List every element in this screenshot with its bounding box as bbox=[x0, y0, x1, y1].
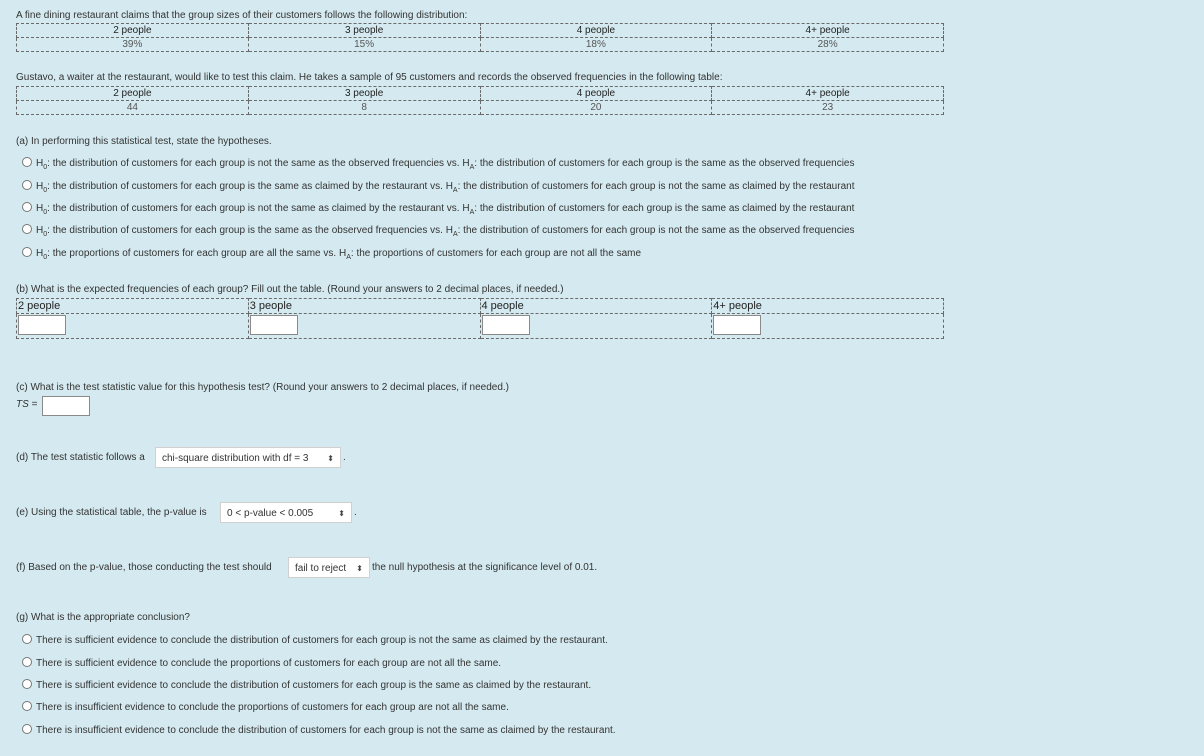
question-e-prompt: (e) Using the statistical table, the p-value is bbox=[16, 507, 207, 518]
h0-text: the proportions of customers for each group are all the same vs. bbox=[52, 248, 337, 259]
expected-header: 3 people bbox=[248, 299, 480, 314]
h0-text: the distribution of customers for each group is the same as the observed frequencies vs. bbox=[52, 225, 443, 236]
expected-4-people-input[interactable] bbox=[482, 315, 530, 335]
ha-text: the distribution of customers for each group is the same as the observed frequencies bbox=[479, 158, 855, 169]
conclusion-text: There is insufficient evidence to conclude the distribution of customers for each group is not the same as claimed by the restaurant. bbox=[36, 725, 616, 736]
hypothesis-option[interactable]: $H_0$: the distribution of customers for each group is the same as the observed frequencies vs. $H_A$: the distribution of customers for each group is not the same as the observed frequencies bbox=[22, 224, 855, 238]
question-g-prompt: (g) What is the appropriate conclusion? bbox=[16, 612, 190, 623]
radio-button[interactable] bbox=[22, 657, 32, 667]
question-a-prompt: (a) In performing this statistical test, state the hypotheses. bbox=[16, 136, 272, 147]
radio-button[interactable] bbox=[22, 634, 32, 644]
claimed-header: 3 people bbox=[248, 24, 480, 38]
distribution-select[interactable] bbox=[155, 447, 341, 468]
radio-button[interactable] bbox=[22, 180, 32, 190]
conclusion-option[interactable] bbox=[22, 679, 591, 691]
question-d-period: . bbox=[343, 452, 346, 463]
pvalue-select[interactable] bbox=[220, 502, 352, 523]
observed-value: 44 bbox=[17, 101, 249, 115]
ha-text: the distribution of customers for each group is not the same as the observed frequencies bbox=[463, 225, 855, 236]
ha-text: the proportions of customers for each group are not all the same bbox=[356, 248, 642, 259]
claimed-distribution-table bbox=[16, 23, 944, 52]
ha-text: the distribution of customers for each group is not the same as claimed by the restaurant bbox=[463, 181, 855, 192]
claimed-value: 18% bbox=[480, 38, 712, 52]
question-f-prompt: (f) Based on the p-value, those conducting the test should bbox=[16, 562, 272, 573]
radio-button[interactable] bbox=[22, 157, 32, 167]
radio-button[interactable] bbox=[22, 247, 32, 257]
claimed-value: 39% bbox=[17, 38, 249, 52]
observed-value: 8 bbox=[248, 101, 480, 115]
conclusion-option[interactable] bbox=[22, 657, 501, 669]
expected-header: 2 people bbox=[17, 299, 249, 314]
decision-select-value: fail to reject bbox=[295, 563, 347, 574]
observed-header: 2 people bbox=[17, 87, 249, 101]
radio-button[interactable] bbox=[22, 679, 32, 689]
radio-button[interactable] bbox=[22, 202, 32, 212]
claimed-header: 4+ people bbox=[712, 24, 944, 38]
observed-header: 4+ people bbox=[712, 87, 944, 101]
conclusion-text: There is sufficient evidence to conclude the proportions of customers for each group are not all the same. bbox=[36, 658, 502, 669]
hypothesis-option[interactable]: $H_0$: the distribution of customers for each group is not the same as claimed by the restaurant vs. $H_A$: the distribution of customers for each group is the same as claimed by the restaurant bbox=[22, 202, 854, 216]
chevron-updown-icon: ⬍ bbox=[327, 454, 334, 463]
claimed-value: 28% bbox=[712, 38, 944, 52]
conclusion-option[interactable] bbox=[22, 634, 608, 646]
hypothesis-option[interactable]: $H_0$: the proportions of customers for each group are all the same vs. $H_A$: the proportions of customers for each group are not all the same bbox=[22, 247, 641, 261]
observed-frequencies-table bbox=[16, 86, 944, 115]
intro-text: A fine dining restaurant claims that the group sizes of their customers follows the following distribution: bbox=[16, 10, 468, 21]
hypothesis-option[interactable]: $H_0$: the distribution of customers for each group is the same as claimed by the restaurant vs. $H_A$: the distribution of customers for each group is not the same as claimed by the restaurant bbox=[22, 180, 854, 194]
distribution-select-value: chi-square distribution with df = 3 bbox=[162, 453, 309, 464]
question-c-prompt: (c) What is the test statistic value for this hypothesis test? (Round your answers to 2 decimal places, if needed.) bbox=[16, 382, 510, 393]
chevron-updown-icon: ⬍ bbox=[356, 564, 363, 573]
observed-value: 20 bbox=[480, 101, 712, 115]
chevron-updown-icon: ⬍ bbox=[338, 509, 345, 518]
conclusion-text: There is sufficient evidence to conclude the distribution of customers for each group is not the same as claimed by the restaurant. bbox=[36, 635, 608, 646]
radio-button[interactable] bbox=[22, 701, 32, 711]
observed-header: 4 people bbox=[480, 87, 712, 101]
conclusion-option[interactable] bbox=[22, 701, 509, 713]
conclusion-text: There is insufficient evidence to conclude the proportions of customers for each group are not all the same. bbox=[36, 702, 509, 713]
h0-text: the distribution of customers for each group is not the same as claimed by the restaurant vs. bbox=[52, 203, 460, 214]
question-b-prompt: (b) What is the expected frequencies of each group? Fill out the table. (Round your answers to 2 decimal places, if needed.) bbox=[16, 284, 564, 295]
radio-button[interactable] bbox=[22, 224, 32, 234]
claimed-value: 15% bbox=[248, 38, 480, 52]
expected-4plus-people-input[interactable] bbox=[713, 315, 761, 335]
question-f-suffix: the null hypothesis at the significance level of 0.01. bbox=[372, 562, 598, 573]
decision-select[interactable] bbox=[288, 557, 370, 578]
observed-header: 3 people bbox=[248, 87, 480, 101]
radio-button[interactable] bbox=[22, 724, 32, 734]
expected-header: 4 people bbox=[480, 299, 712, 314]
expected-frequencies-table bbox=[16, 298, 944, 339]
ha-text: the distribution of customers for each group is the same as claimed by the restaurant bbox=[479, 203, 855, 214]
test-statistic-input[interactable] bbox=[42, 396, 90, 416]
expected-header: 4+ people bbox=[712, 299, 944, 314]
pvalue-select-value: 0 < p-value < 0.005 bbox=[227, 508, 314, 519]
sample-intro-text: Gustavo, a waiter at the restaurant, would like to test this claim. He takes a sample of 95 customers and records the observed frequencies in the following table: bbox=[16, 72, 723, 83]
claimed-header: 2 people bbox=[17, 24, 249, 38]
question-d-prompt: (d) The test statistic follows a bbox=[16, 452, 145, 463]
expected-3-people-input[interactable] bbox=[250, 315, 298, 335]
claimed-header: 4 people bbox=[480, 24, 712, 38]
expected-2-people-input[interactable] bbox=[18, 315, 66, 335]
question-e-period: . bbox=[354, 507, 357, 518]
ts-label: TS = bbox=[16, 399, 38, 410]
hypothesis-option[interactable]: $H_0$: the distribution of customers for each group is not the same as the observed frequencies vs. $H_A$: the distribution of customers for each group is the same as the observed frequencies bbox=[22, 157, 855, 171]
h0-text: the distribution of customers for each group is the same as claimed by the restaurant vs. bbox=[52, 181, 443, 192]
conclusion-option[interactable] bbox=[22, 724, 616, 736]
observed-value: 23 bbox=[712, 101, 944, 115]
conclusion-text: There is sufficient evidence to conclude the distribution of customers for each group is the same as claimed by the restaurant. bbox=[36, 680, 592, 691]
h0-text: the distribution of customers for each group is not the same as the observed frequencies vs. bbox=[52, 158, 460, 169]
